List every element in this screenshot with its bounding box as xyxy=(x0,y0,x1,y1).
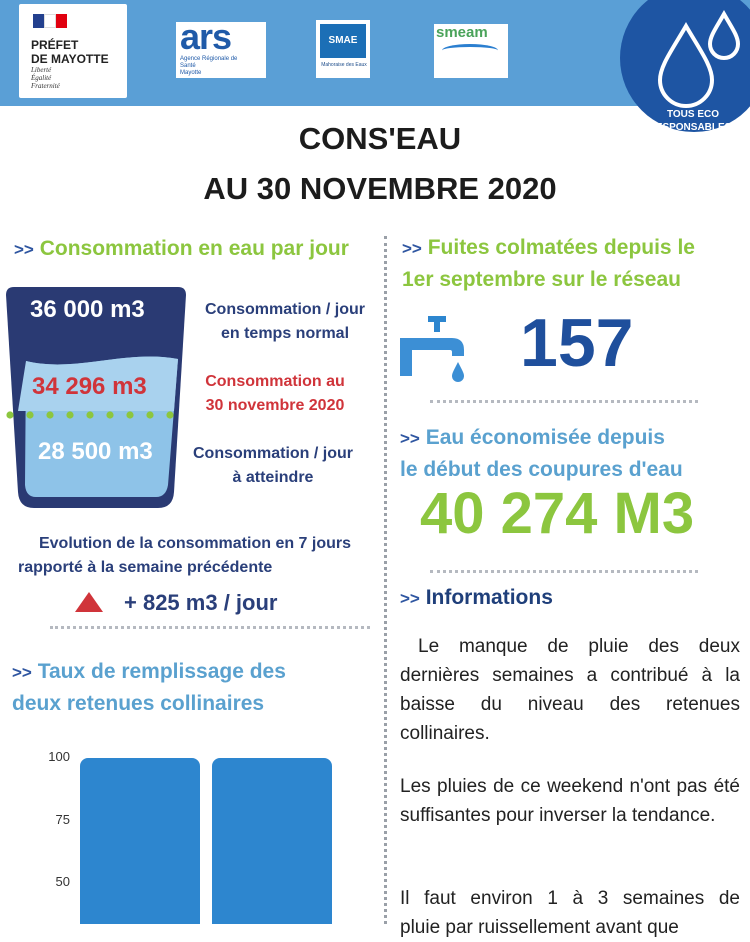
evolution-text xyxy=(10,532,380,580)
chart-tick-label: 100 xyxy=(48,749,70,764)
reservoirs-heading-line1: Taux de remplissage des xyxy=(37,660,286,683)
consumption-heading-text: Consommation en eau par jour xyxy=(39,237,349,260)
current-consumption-value: 34 296 m3 xyxy=(32,373,147,400)
motto-egalite: Égalité xyxy=(31,74,52,82)
vertical-divider xyxy=(384,236,387,924)
normal-desc-line1: Consommation / jour xyxy=(205,301,365,318)
heading-arrows: >> xyxy=(12,663,32,682)
leaks-value: 157 xyxy=(520,305,634,381)
current-desc-line1: Consommation au xyxy=(205,373,345,390)
chart-bar xyxy=(212,758,332,924)
reservoirs-heading-line2: deux retenues collinaires xyxy=(12,692,265,715)
reservoirs-heading xyxy=(12,656,384,719)
french-flag-icon xyxy=(33,14,67,28)
ars-sub2: Mayotte xyxy=(180,70,202,76)
info-heading-text: Informations xyxy=(425,586,553,609)
leaks-heading xyxy=(402,232,750,295)
info-p3-line2: pluie par ruissellement avant que xyxy=(400,917,679,938)
left-separator xyxy=(50,626,370,629)
normal-desc-line2: en temps normal xyxy=(220,325,350,342)
eco-line2: RESPONSABLES ! xyxy=(648,122,738,133)
target-dotted-line xyxy=(6,411,173,418)
normal-consumption-value: 36 000 m3 xyxy=(30,296,145,323)
info-paragraph-3 xyxy=(400,884,740,942)
ars-sub1: Agence Régionale de Santé xyxy=(180,56,238,69)
right-separator-2 xyxy=(430,570,698,573)
eco-line1: TOUS ECO xyxy=(666,109,720,120)
smeam-logo xyxy=(434,24,508,78)
prefet-logo xyxy=(19,4,127,98)
target-desc-line1: Consommation / jour xyxy=(193,445,353,462)
motto-liberte: Liberté xyxy=(31,66,52,74)
target-consumption-desc xyxy=(176,442,370,490)
current-consumption-desc xyxy=(178,370,372,418)
heading-arrows: >> xyxy=(14,240,34,259)
heading-arrows: >> xyxy=(400,429,420,448)
prefet-line2: DE MAYOTTE xyxy=(31,52,109,66)
wave-icon xyxy=(442,44,498,57)
chart-tick-label: 50 xyxy=(55,874,70,889)
heading-arrows: >> xyxy=(400,589,420,608)
target-consumption-value: 28 500 m3 xyxy=(38,438,153,465)
info-p3-line1: Il faut environ 1 à 3 semaines de xyxy=(400,888,740,909)
saved-heading xyxy=(400,422,750,485)
ars-logo xyxy=(176,16,266,78)
current-desc-line2: 30 novembre 2020 xyxy=(205,397,345,414)
chart-bar xyxy=(80,758,200,924)
consumption-heading xyxy=(14,233,384,265)
smae-name: SMAE xyxy=(320,24,366,58)
leaks-heading-line2: 1er septembre sur le réseau xyxy=(402,268,681,291)
leaks-heading-line1: Fuites colmatées depuis le xyxy=(427,236,695,259)
info-paragraph-2: Les pluies de ce weekend n'ont pas été suffisantes pour inverser la tendance. xyxy=(400,776,740,826)
ars-name: ars xyxy=(180,16,232,57)
info-paragraph-1: Le manque de pluie des deux dernières semaines a contribué à la baisse du niveau des retenues collinaires. xyxy=(400,636,740,744)
saved-heading-line2: le début des coupures d'eau xyxy=(400,458,683,481)
saved-heading-line1: Eau économisée depuis xyxy=(425,426,665,449)
info-heading xyxy=(400,582,740,614)
water-tap-icon xyxy=(398,312,472,384)
target-desc-line2: à atteindre xyxy=(232,469,314,486)
motto-fraternite: Fraternité xyxy=(31,82,60,90)
chart-tick-label: 75 xyxy=(55,811,70,827)
smae-sub: Mahoraise des Eaux xyxy=(321,62,367,68)
normal-consumption-desc xyxy=(188,298,382,346)
page-title xyxy=(0,114,750,214)
reservoir-chart xyxy=(22,750,382,924)
evolution-line1: Evolution de la consommation en 7 jours xyxy=(38,535,352,552)
title-line1: CONS'EAU xyxy=(298,121,462,156)
prefet-line1: PRÉFET xyxy=(31,38,79,52)
increase-triangle-icon xyxy=(74,590,104,614)
right-separator-1 xyxy=(430,400,698,403)
smae-logo xyxy=(316,20,370,78)
evolution-line2: rapporté à la semaine précédente xyxy=(18,559,273,576)
smeam-name: smeam xyxy=(436,24,488,41)
saved-value: 40 274 M3 xyxy=(420,481,695,546)
evolution-value: + 825 m3 / jour xyxy=(124,590,278,615)
heading-arrows: >> xyxy=(402,239,422,258)
title-line2: AU 30 NOVEMBRE 2020 xyxy=(203,171,557,206)
